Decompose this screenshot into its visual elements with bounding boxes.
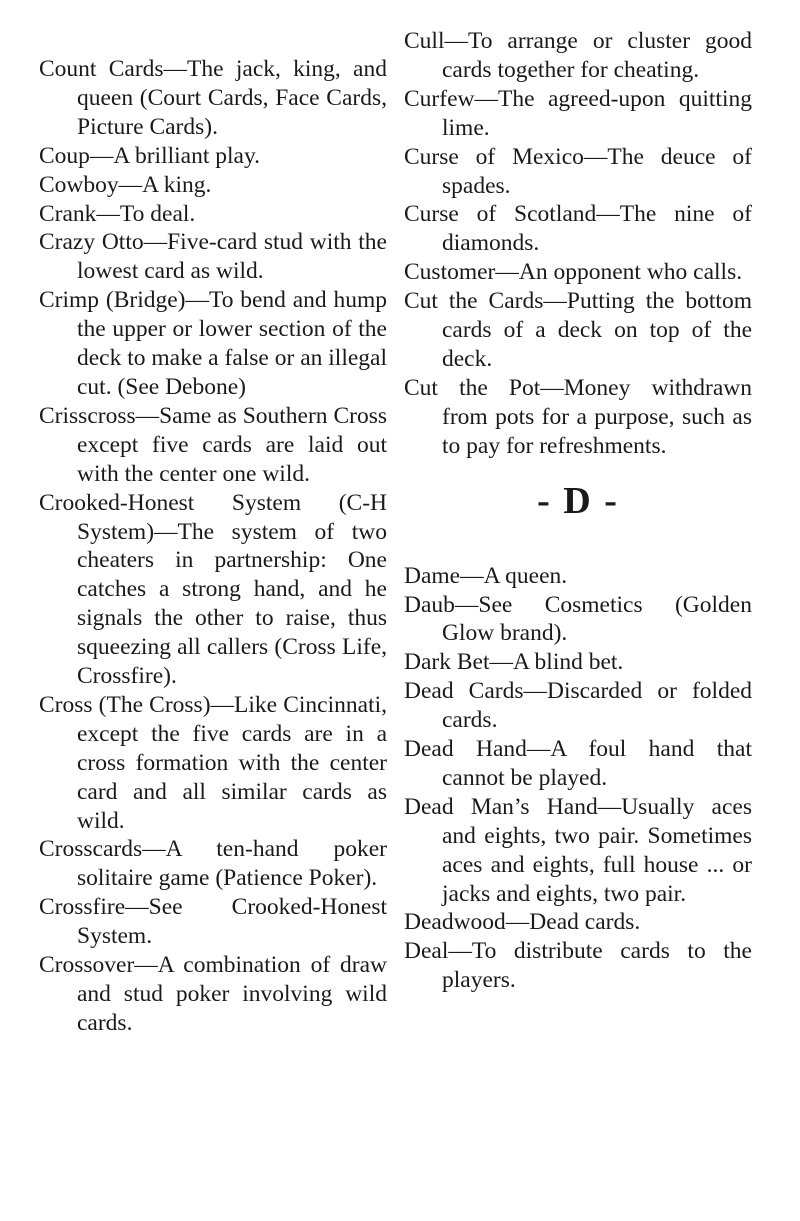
glossary-entry: Daub—See Cosmetics (Golden Glow brand).: [404, 591, 752, 647]
glossary-entry: Cowboy—A king.: [39, 171, 212, 198]
glossary-entry: Crossover—A combination of draw and stud poker involving wild cards.: [39, 952, 387, 1036]
right-column: [404, 27, 752, 995]
glossary-entry: Crimp (Bridge)—To bend and hump the upper or lower section of the deck to make a false or an illegal cut. (See Debone): [39, 287, 387, 400]
glossary-entry: Crossfire—See Crooked-Honest System.: [39, 894, 387, 950]
glossary-entry: Dead Hand—A foul hand that cannot be played.: [404, 736, 752, 791]
glossary-entry: Cut the Cards—Putting the bottom cards of a deck on top of the deck.: [404, 288, 752, 372]
glossary-entry: Crazy Otto—Five-card stud with the lowest card as wild.: [39, 229, 387, 285]
left-column: [39, 55, 387, 1038]
glossary-entry: Crisscross—Same as Southern Cross except five cards are laid out with the center one wild.: [39, 402, 387, 487]
glossary-entry: Deal—To distribute cards to the players.: [404, 938, 752, 994]
glossary-entry: Crooked-Honest System (C-H System)—The system of two cheaters in partnership: One catches a strong hand, and he signals the other to raise, thus squeezing all callers (Cross Life, Crossfire).: [39, 489, 387, 690]
glossary-entry: Curse of Scotland—The nine of diamonds.: [404, 201, 752, 257]
glossary-entry: Cull—To arrange or cluster good cards together for cheating.: [404, 28, 752, 83]
glossary-entry: Cross (The Cross)—Like Cincinnati, except the five cards are in a cross formation with the center card and all similar cards as wild.: [39, 691, 387, 834]
glossary-entry: Deadwood—Dead cards.: [404, 909, 641, 936]
glossary-entry: Customer—An opponent who calls.: [404, 259, 743, 286]
glossary-entry: Count Cards—The jack, king, and queen (Court Cards, Face Cards, Picture Cards).: [39, 56, 387, 140]
glossary-entry: Curse of Mexico—The deuce of spades.: [404, 143, 752, 199]
glossary-entry: Dead Man’s Hand—Usually aces and eights, two pair. Sometimes aces and eights, full house ... or jacks and eights, two pair.: [404, 793, 752, 907]
glossary-entry: Dark Bet—A blind bet.: [404, 649, 624, 676]
glossary-entry: Dame—A queen.: [404, 562, 568, 589]
glossary-entry: Cut the Pot—Money withdrawn from pots for a purpose, such as to pay for refreshments.: [404, 374, 752, 459]
glossary-entry: Dead Cards—Discarded or folded cards.: [404, 678, 752, 734]
glossary-entry: Curfew—The agreed-upon quitting lime.: [404, 85, 752, 141]
glossary-entry: Crank—To deal.: [39, 200, 196, 227]
section-heading-d: - D -: [537, 479, 619, 522]
glossary-entry: Coup—A brilliant play.: [39, 142, 261, 169]
glossary-entry: Crosscards—A ten-hand poker solitaire game (Patience Poker).: [39, 836, 387, 892]
